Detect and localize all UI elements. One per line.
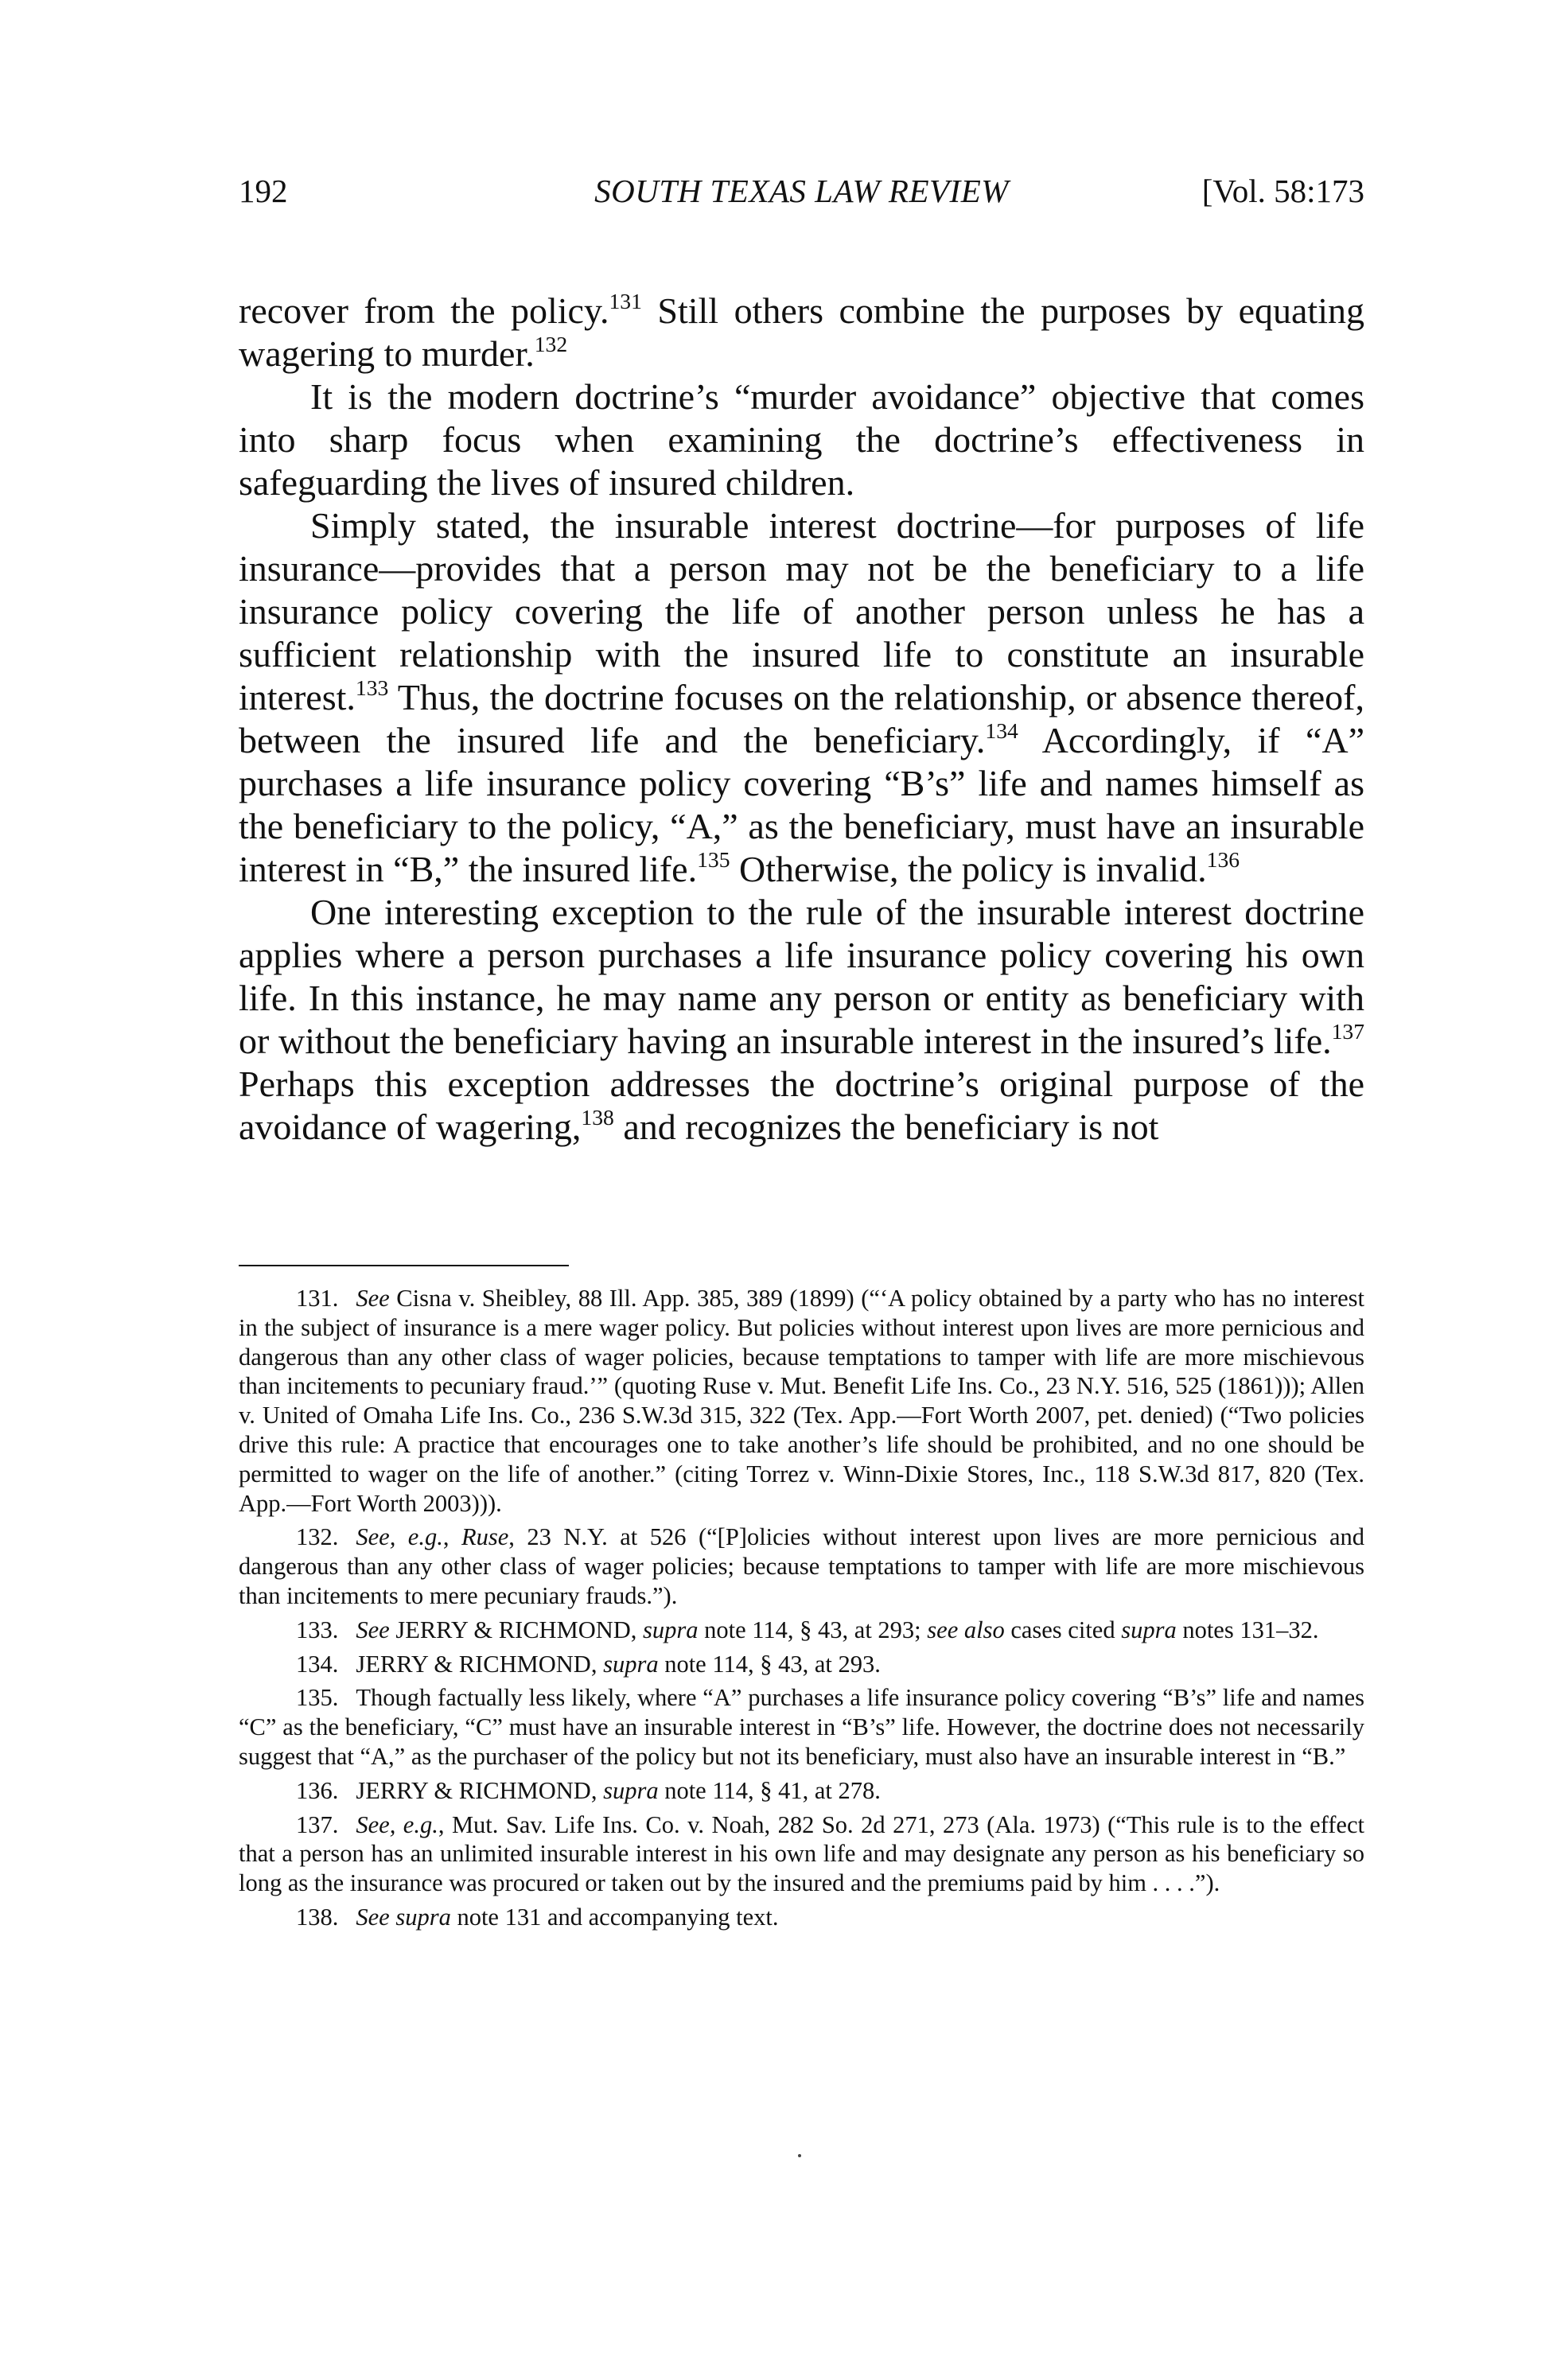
journal-title: SOUTH TEXAS LAW REVIEW (594, 173, 1009, 209)
footnote-ref-131[interactable]: 131 (609, 289, 642, 314)
footnotes (239, 1284, 1364, 1937)
volume-citation: [Vol. 58:173 (1201, 173, 1364, 209)
paragraph-2: It is the modern doctrine’s “murder avoidance” objective that comes into sharp focus when examining the doctrine’s effectiveness in safeguarding the lives of insured children. (239, 376, 1364, 503)
footnote-ref-137[interactable]: 137 (1331, 1019, 1364, 1044)
running-header (239, 172, 1364, 220)
footnote-135: 135. Though factually less likely, where “A” purchases a life insurance policy covering “B’s” life and names “C” as the beneficiary, “C” must have an insurable interest in “B’s” life. However, the doctrine does not necessarily suggest that “A,” as the purchaser of the policy but not its beneficiary, must also have an insurable interest in “B.” (239, 1684, 1364, 1770)
main-text (239, 290, 1364, 1149)
footnote-ref-136[interactable]: 136 (1206, 847, 1240, 873)
footnote-134: 134. JERRY & RICHMOND, supra note 114, § 43, at 293. (296, 1650, 881, 1678)
paragraph-4: One interesting exception to the rule of the insurable interest doctrine applies where a person purchases a life insurance policy covering his own life. In this instance, he may name any person or entity as beneficiary with or without the beneficiary having an insurable interest in the insured’s life.$^{137}$ Perhaps this exception addresses the doctrine’s original purpose of the avoidance of wagering,$^{138}$ and recognizes the beneficiary is not (239, 892, 1364, 1147)
footnote-ref-135[interactable]: 135 (697, 847, 730, 873)
footnote-137: 137. See, e.g., Mut. Sav. Life Ins. Co. v. Noah, 282 So. 2d 271, 273 (Ala. 1973) (“This rule is to the effect that a person has an unlimited insurable interest in his own life and may designate any person as his beneficiary so long as the insurance was procured or taken out by the insured and the premiums paid by him . . . .”). (239, 1810, 1364, 1897)
footnote-133: 133. See JERRY & RICHMOND, supra note 114, § 43, at 293; see also cases cited supra notes 131–32. (296, 1616, 1319, 1643)
footnote-136: 136. JERRY & RICHMOND, supra note 114, § 41, at 278. (296, 1776, 881, 1804)
paragraph-1: recover from the policy.$^{131}$ Still others combine the purposes by equating wagering to murder.$^{132}$ (239, 289, 1364, 374)
page-number: 192 (239, 173, 288, 209)
scan-artifact-dot (798, 2154, 801, 2157)
footnote-138: 138. See supra note 131 and accompanying text. (296, 1903, 779, 1931)
footnote-ref-133[interactable]: 133 (355, 675, 389, 701)
footnote-ref-134[interactable]: 134 (985, 718, 1018, 744)
footnote-132: 132. See, e.g., Ruse, 23 N.Y. at 526 (“[P]olicies without interest upon lives are more pernicious and dangerous than any other class of wager policies; because temptations to tamper with life are more mischievous than incitements to mere pecuniary frauds.”). (239, 1523, 1365, 1609)
footnote-divider (239, 1265, 569, 1266)
footnote-ref-132[interactable]: 132 (534, 332, 568, 357)
footnote-ref-138[interactable]: 138 (581, 1105, 614, 1130)
paragraph-3: Simply stated, the insurable interest doctrine—for purposes of life insurance—provides that a person may not be the beneficiary to a life insurance policy covering the life of another person unless he has a sufficient relationship with the insured life to constitute an insurable interest.$^{133}$ Thus, the doctrine focuses on the relationship, or absence thereof, between the insured life and the beneficiary.$^{134}$ Accordingly, if “A” purchases a life insurance policy covering “B’s” life and names himself as the beneficiary to the policy, “A,” as the beneficiary, must have an insurable interest in “B,” the insured life.$^{135}$ Otherwise, the policy is invalid.$^{136}$ (239, 505, 1365, 889)
footnote-131: 131. See Cisna v. Sheibley, 88 Ill. App. 385, 389 (1899) (“‘A policy obtained by a party who has no interest in the subject of insurance is a mere wager policy. But policies without interest upon lives are more pernicious and dangerous than any other class of wager policies, because temptations to tamper with life are more mischievous than incitements to pecuniary fraud.’” (quoting Ruse v. Mut. Benefit Life Ins. Co., 23 N.Y. 516, 525 (1861))); Allen v. United of Omaha Life Ins. Co., 236 S.W.3d 315, 322 (Tex. App.—Fort Worth 2007, pet. denied) (“Two policies drive this rule: A practice that encourages one to take another’s life should be prohibited, and no one should be permitted to wager on the life of another.” (citing Torrez v. Winn-Dixie Stores, Inc., 118 S.W.3d 817, 820 (Tex. App.—Fort Worth 2003))). (239, 1285, 1364, 1517)
